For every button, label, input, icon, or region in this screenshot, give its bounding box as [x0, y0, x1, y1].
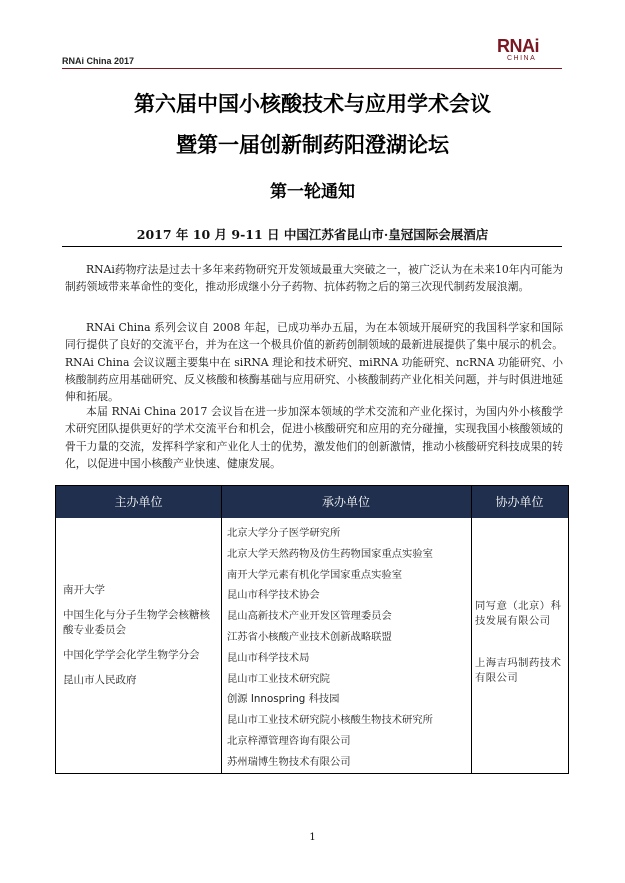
info-divider: [62, 246, 562, 247]
hosts-column: [227, 523, 467, 773]
page-number: 1: [309, 832, 316, 843]
header-divider: [62, 68, 562, 69]
list-item: 中国生化与分子生物学会核糖核酸专业委员会: [63, 609, 210, 636]
header-co-organizers: 协办单位: [495, 495, 544, 509]
date-venue-line: 2017 年 10 月 9-11 日 中国江苏省昆山市·皇冠国际会展酒店: [136, 227, 489, 242]
co-organizers-column: [475, 599, 565, 713]
notice-title: 第一轮通知: [270, 182, 355, 202]
list-item: 苏州瑞博生物技术有限公司: [227, 755, 351, 768]
list-item: 创源 Innospring 科技园: [227, 693, 340, 706]
list-item: 北京梓潭管理咨询有限公司: [227, 734, 351, 747]
list-item: 昆山市科学技术协会: [227, 589, 320, 602]
table-header-row: [56, 486, 568, 518]
title-line-2: 暨第一届创新制药阳澄湖论坛: [176, 133, 449, 157]
paragraph-history: RNAi China 系列会议自 2008 年起，已成功举办五届，为在本领域开展研究的我国科学家和国际同行提供了良好的交流平台，并为在这一个极具价值的新药创制领域的最新进展提供了集中展示的机会。RNAi China 会议议题主要集中在 siRNA 理论和技术研究、miRNA 功能研究、ncRNA 功能研究、小核酸制药应用基础研究、反义核酸和核酶基础与应用研究、小核酸制药产业化相关问题，并与时俱进地延伸和拓展。: [65, 321, 563, 404]
header-organizers: 主办单位: [114, 495, 163, 509]
logo-sub-text: CHINA: [507, 55, 537, 62]
list-item: 南开大学元素有机化学国家重点实验室: [227, 568, 403, 581]
list-item: 上海吉玛制药技术有限公司: [475, 657, 562, 684]
list-item: 昆山市人民政府: [63, 674, 137, 686]
list-item: 北京大学天然药物及仿生药物国家重点实验室: [227, 547, 433, 560]
column-divider: [221, 486, 222, 773]
logo-main-text: RNAi: [497, 36, 539, 56]
list-item: 昆山市工业技术研究院: [227, 672, 330, 685]
organizers-column: [63, 583, 218, 695]
list-item: 中国化学学会化学生物学分会: [63, 649, 200, 661]
list-item: 同写意（北京）科技发展有限公司: [475, 600, 562, 627]
list-item: 北京大学分子医学研究所: [227, 527, 341, 539]
organizers-table: [55, 485, 569, 774]
list-item: 江苏省小核酸产业技术创新战略联盟: [227, 630, 392, 643]
list-item: 南开大学: [63, 584, 105, 596]
list-item: 昆山市科学技术局: [227, 651, 310, 664]
paragraph-intro: RNAi药物疗法是过去十多年来药物研究开发领域最重大突破之一，被广泛认为在未来10年内可能为制药领域带来革命性的变化，推动形成继小分子药物、抗体药物之后的第三次现代制药发展浪潮。: [65, 263, 563, 294]
list-item: 昆山高新技术产业开发区管理委员会: [227, 610, 392, 623]
header-hosts: 承办单位: [321, 495, 370, 509]
list-item: 昆山市工业技术研究院小核酸生物技术研究所: [227, 714, 433, 727]
header-conference-tag: RNAi China 2017: [62, 56, 135, 66]
rnai-china-logo: [497, 36, 557, 66]
paragraph-purpose: 本届 RNAi China 2017 会议旨在进一步加深本领域的学术交流和产业化探讨，为国内外小核酸学术研究团队提供更好的学术交流平台和机会，促进小核酸研究和应用的充分碰撞，实现我国小核酸领域的骨干力量的交流，发挥科学家和产业化人士的优势，激发他们的创新激情，推动小核酸研究科技成果的转化，以促进中国小核酸产业快速、健康发展。: [65, 405, 563, 470]
column-divider: [471, 486, 472, 773]
title-line-1: 第六届中国小核酸技术与应用学术会议: [134, 92, 491, 116]
